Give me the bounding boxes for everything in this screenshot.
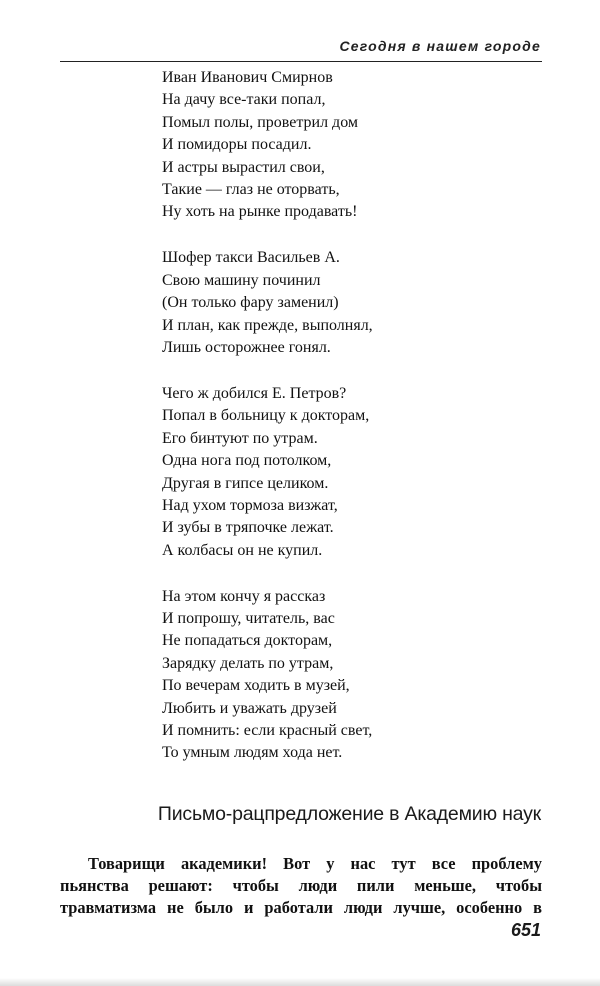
poem-line: Чего ж добился Е. Петров? xyxy=(162,384,347,402)
poem-line: На дачу все-таки попал, xyxy=(162,91,326,109)
poem-line: Его бинтуют по утрам. xyxy=(162,429,318,447)
header-rule xyxy=(60,61,542,62)
poem-line: Одна нога под потолком, xyxy=(162,452,332,470)
poem-line: По вечерам ходить в музей, xyxy=(162,677,350,695)
poem-line: Попал в больницу к докторам, xyxy=(162,407,370,425)
paragraph-line: травматизма не было и работали люди лучше, особенно в xyxy=(60,898,542,917)
poem-line: Иван Иванович Смирнов xyxy=(162,69,333,86)
poem-line: Лишь осторожнее гонял. xyxy=(162,338,331,356)
poem-line: Зарядку делать по утрам, xyxy=(162,654,334,672)
poem-line: А колбасы он не купил. xyxy=(162,541,323,559)
poem-line: И помнить: если красный свет, xyxy=(162,722,373,740)
stanza xyxy=(162,247,562,359)
poem-line: И попрошу, читатель, вас xyxy=(162,610,335,628)
poem-line: Над ухом тормоза визжат, xyxy=(162,496,338,514)
poem-line: Шофер такси Васильев А. xyxy=(162,249,340,267)
poem-line: (Он только фару заменил) xyxy=(162,294,339,312)
paragraph-line: Товарищи академики! Вот у нас тут все проблему xyxy=(88,854,542,873)
running-head: Сегодня в нашем городе xyxy=(339,38,541,54)
poem-line: И план, как прежде, выполнял, xyxy=(162,316,373,334)
page-bottom-edge xyxy=(0,978,600,986)
poem-line: И помидоры посадил. xyxy=(162,136,312,154)
poem xyxy=(162,67,562,788)
poem-line: Ну хоть на рынке продавать! xyxy=(162,203,358,221)
poem-line: Не попадаться докторам, xyxy=(162,632,333,650)
paragraph-line: пьянства решают: чтобы люди пили меньше, чтобы xyxy=(60,876,542,895)
poem-line: Свою машину починил xyxy=(162,271,321,289)
poem-line: Помыл полы, проветрил дом xyxy=(162,113,359,131)
stanza xyxy=(162,67,562,224)
poem-line: И астры вырастил свои, xyxy=(162,158,325,176)
poem-line: То умным людям хода нет. xyxy=(162,744,343,762)
stanza xyxy=(162,586,562,765)
poem-line: И зубы в тряпочке лежат. xyxy=(162,519,334,537)
poem-line: На этом кончу я рассказ xyxy=(162,587,326,605)
poem-line: Другая в гипсе целиком. xyxy=(162,474,329,492)
poem-line: Такие — глаз не оторвать, xyxy=(162,181,340,199)
poem-line: Любить и уважать друзей xyxy=(162,699,337,717)
stanza xyxy=(162,383,562,562)
page-number: 651 xyxy=(510,920,541,940)
section-title: Письмо-рацпредложение в Академию наук xyxy=(157,803,541,825)
body-paragraph xyxy=(60,853,542,919)
